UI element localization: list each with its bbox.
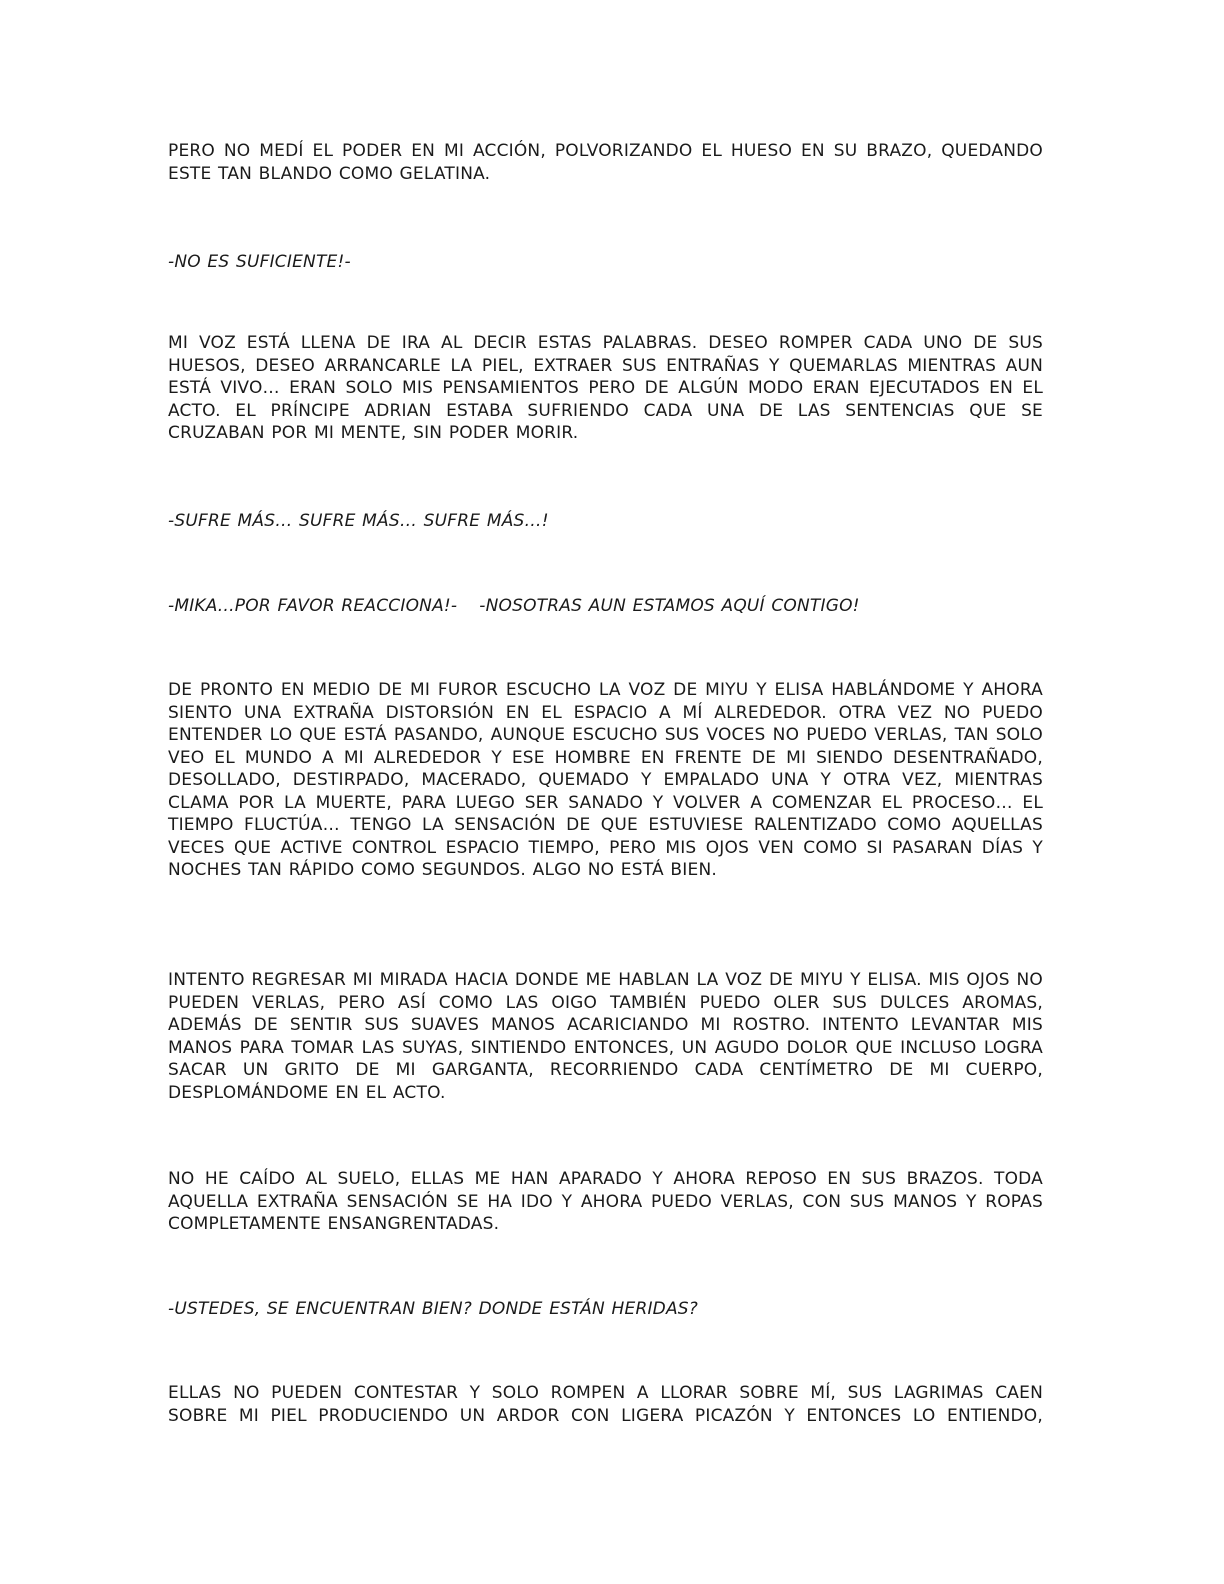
paragraph-3: DE PRONTO EN MEDIO DE MI FUROR ESCUCHO LA VOZ DE MIYU Y ELISA HABLÁNDOME Y AHORA SIENTO UNA EXTRAÑA DISTORSIÓN EN EL ESPACIO A MÍ ALREDEDOR. OTRA VEZ NO PUEDO ENTENDER LO QUE ESTÁ PASANDO, AUNQUE ESCUCHO SUS VOCES NO PUEDO VERLAS, TAN SOLO VEO EL MUNDO A MI ALREDEDOR Y ESE HOMBRE EN FRENTE DE MI SIENDO DESENTRAÑADO, DESOLLADO, DESTIRPADO, MACERADO, QUEMADO Y EMPALADO UNA Y OTRA VEZ, MIENTRAS CLAMA POR LA MUERTE, PARA LUEGO SER SANADO Y VOLVER A COMENZAR EL PROCESO… EL TIEMPO FLUCTÚA… TENGO LA SENSACIÓN DE QUE ESTUVIESE RALENTIZADO COMO AQUELLAS VECES QUE ACTIVE CONTROL ESPACIO TIEMPO, PERO MIS OJOS VEN COMO SI PASARAN DÍAS Y NOCHES TAN RÁPIDO COMO SEGUNDOS. ALGO NO ESTÁ BIEN. (168, 680, 1043, 880)
dialogue-line (168, 595, 1043, 618)
paragraph-5: NO HE CAÍDO AL SUELO, ELLAS ME HAN APARADO Y AHORA REPOSO EN SUS BRAZOS. TODA AQUELLA EXTRAÑA SENSACIÓN SE HA IDO Y AHORA PUEDO VERLAS, CON SUS MANOS Y ROPAS COMPLETAMENTE ENSANGRENTADAS. (168, 1169, 1043, 1234)
dialogue-3: -MIKA…POR FAVOR REACCIONA!- (168, 596, 458, 616)
dialogue-5: -USTEDES, SE ENCUENTRAN BIEN? DONDE ESTÁN HERIDAS? (168, 1299, 699, 1319)
dialogue-1: -NO ES SUFICIENTE!- (168, 252, 351, 272)
paragraph-2: MI VOZ ESTÁ LLENA DE IRA AL DECIR ESTAS PALABRAS. DESEO ROMPER CADA UNO DE SUS HUESOS, DESEO ARRANCARLE LA PIEL, EXTRAER SUS ENTRAÑAS Y QUEMARLAS MIENTRAS AUN ESTÁ VIVO… ERAN SOLO MIS PENSAMIENTOS PERO DE ALGÚN MODO ERAN EJECUTADOS EN EL ACTO. EL PRÍNCIPE ADRIAN ESTABA SUFRIENDO CADA UNA DE LAS SENTENCIAS QUE SE CRUZABAN POR MI MENTE, SIN PODER MORIR. (168, 333, 1043, 443)
dialogue-2: -SUFRE MÁS… SUFRE MÁS… SUFRE MÁS…! (168, 511, 549, 531)
paragraph-1: PERO NO MEDÍ EL PODER EN MI ACCIÓN, POLVORIZANDO EL HUESO EN SU BRAZO, QUEDANDO ESTE TAN BLANDO COMO GELATINA. (168, 141, 1043, 184)
paragraph-4: INTENTO REGRESAR MI MIRADA HACIA DONDE ME HABLAN LA VOZ DE MIYU Y ELISA. MIS OJOS NO PUEDEN VERLAS, PERO ASÍ COMO LAS OIGO TAMBIÉN PUEDO OLER SUS DULCES AROMAS, ADEMÁS DE SENTIR SUS SUAVES MANOS ACARICIANDO MI ROSTRO. INTENTO LEVANTAR MIS MANOS PARA TOMAR LAS SUYAS, SINTIENDO ENTONCES, UN AGUDO DOLOR QUE INCLUSO LOGRA SACAR UN GRITO DE MI GARGANTA, RECORRIENDO CADA CENTÍMETRO DE MI CUERPO, DESPLOMÁNDOME EN EL ACTO. (168, 970, 1043, 1103)
dialogue-4: -NOSOTRAS AUN ESTAMOS AQUÍ CONTIGO! (479, 596, 860, 616)
paragraph-6: ELLAS NO PUEDEN CONTESTAR Y SOLO ROMPEN A LLORAR SOBRE MÍ, SUS LAGRIMAS CAEN SOBRE MI PIEL PRODUCIENDO UN ARDOR CON LIGERA PICAZÓN Y ENTONCES LO ENTIENDO, (168, 1383, 1043, 1426)
